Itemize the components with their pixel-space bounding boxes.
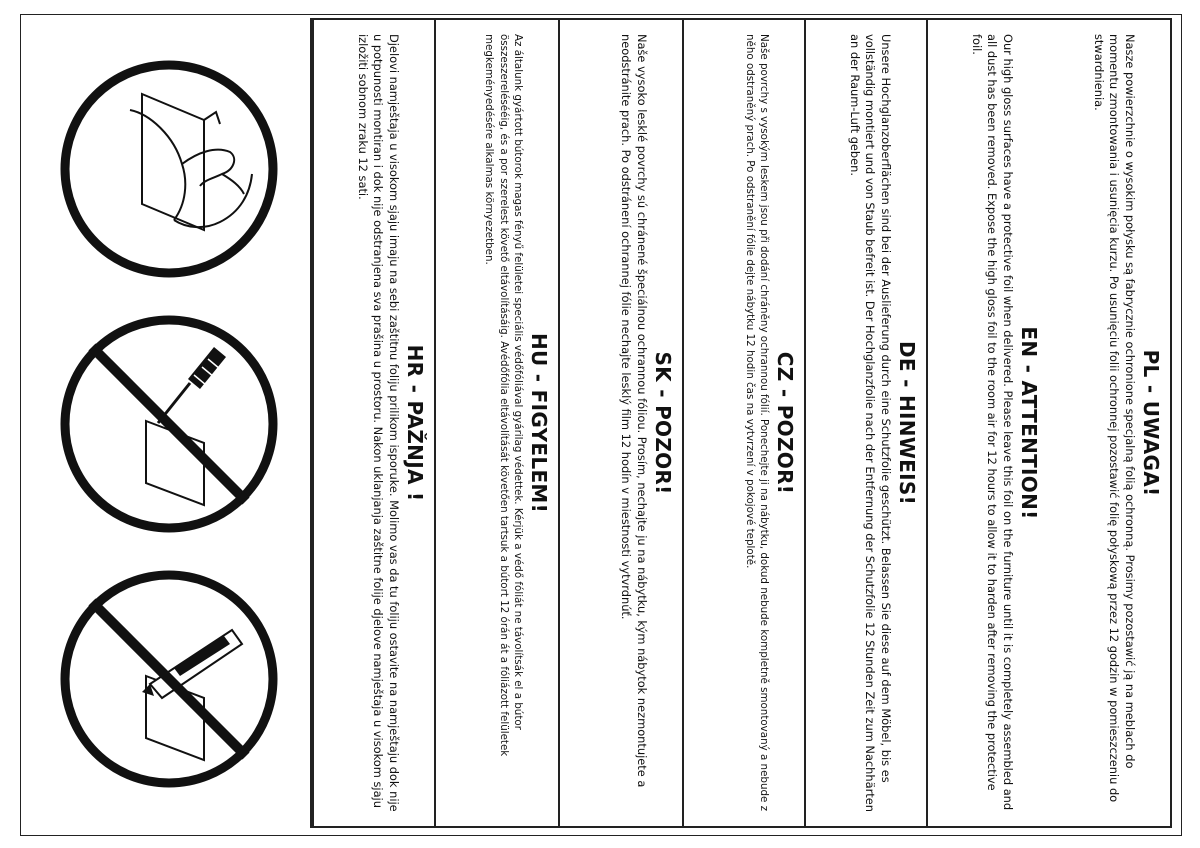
pictogram-column: [30, 14, 310, 834]
section-heading: PL - UWAGA!: [1139, 349, 1163, 497]
section-en: [926, 18, 1050, 828]
section-heading: SK - POZOR!: [651, 351, 675, 495]
section-text: Naše vysoko lesklé povrchy sú chránené špeciálnou ochrannou fóliou. Prosím, nechajte ju na nábytku, kým nábytok nezmontujete a neodstránite prach. Po odstránení ochrannej fólie nechajte lesklý film 12 hodín v miestnosti vytvrdnúť.: [619, 34, 649, 788]
section-text: Unsere Hochglanzoberflächen sind bei der Auslieferung durch eine Schutzfolie geschützt. Belassen Sie diese auf dem Möbel, bis es vollständig montiert und von Staub befreit ist. Der Hochglanzfolie nach der Entfernung der Schutzfolie 12 Stunden Zeit zum Nachhärten an der Raum-Luft geben.: [847, 34, 893, 812]
section-de: [804, 18, 928, 828]
section-hu: [434, 18, 560, 828]
section-text: Our high gloss surfaces have a protective foil when delivered. Please leave this foil on the furniture until it is completely assembled and all dust has been removed. Expose the high gloss foil to the room air for 12 hours to allow it to harden after removing the protective foil.: [969, 34, 1015, 811]
section-sk: [558, 18, 684, 828]
section-text: Naše povrchy s vysokým leskem jsou při dodání chráněny ochrannou fólií. Ponechejte ji na nábytku, dokud nebude kompletně smontovaný a nebude z něho odstraněný prach. Po odstranění fólie dejte nábytku 12 hodin čas na vytvrzení v pokojové teplotě.: [743, 34, 770, 812]
section-text: Djelovi namještaja u visokom sjaju imaju na sebi zaštitnu foliju prilikom isporuke. Molimo vas da tu foliju ostavite na namještaju dok nije u potpunosti montiran i dok nije odstranjena sva prašina u prostoru. Nakon uklanjanja zaštitne folije djelove namještaja u visokom sjaju izložiti sobnom zraku 12 sati.: [355, 34, 401, 812]
section-cz: [682, 18, 806, 828]
instruction-panel: [310, 18, 1172, 828]
section-heading: HR - PAŽNJA !: [403, 344, 427, 502]
section-hr: [312, 18, 436, 828]
section-heading: EN - ATTENTION!: [1017, 326, 1041, 520]
section-pl: [1048, 18, 1172, 828]
section-heading: CZ - POZOR!: [773, 351, 797, 495]
peel-foil-by-hand-icon: [54, 54, 284, 288]
section-heading: DE - HINWEIS!: [895, 341, 919, 505]
no-screwdriver-icon: [54, 309, 284, 543]
section-text: Nasze powierzchnie o wysokim połysku są fabrycznie ochronione specjalną folią ochronną. Prosimy pozostawić ją na meblach do momentu zmontowania i usunięcia kurzu. Po usunięciu folii ochronnej pozostawić folię połyskową przez 12 godzin w pomieszczeniu do stwardnienia.: [1091, 34, 1137, 803]
no-box-cutter-icon: [54, 564, 284, 798]
section-text: Az általunk gyártott bútorok magas fényű felületei speciális védőfóliával gyárilag védettek. Kérjük a védő fóliát ne távolítsák el a bútor összeszerelésééig, és a por szerelest követő eltávolításáig. Avédőfólia eltávolítását követően tartsuk a bútort 12 órán át a fóliázott felületek megkeményedésére alkalmas környezetben.: [483, 34, 524, 757]
section-heading: HU - FIGYELEM!: [527, 332, 551, 514]
